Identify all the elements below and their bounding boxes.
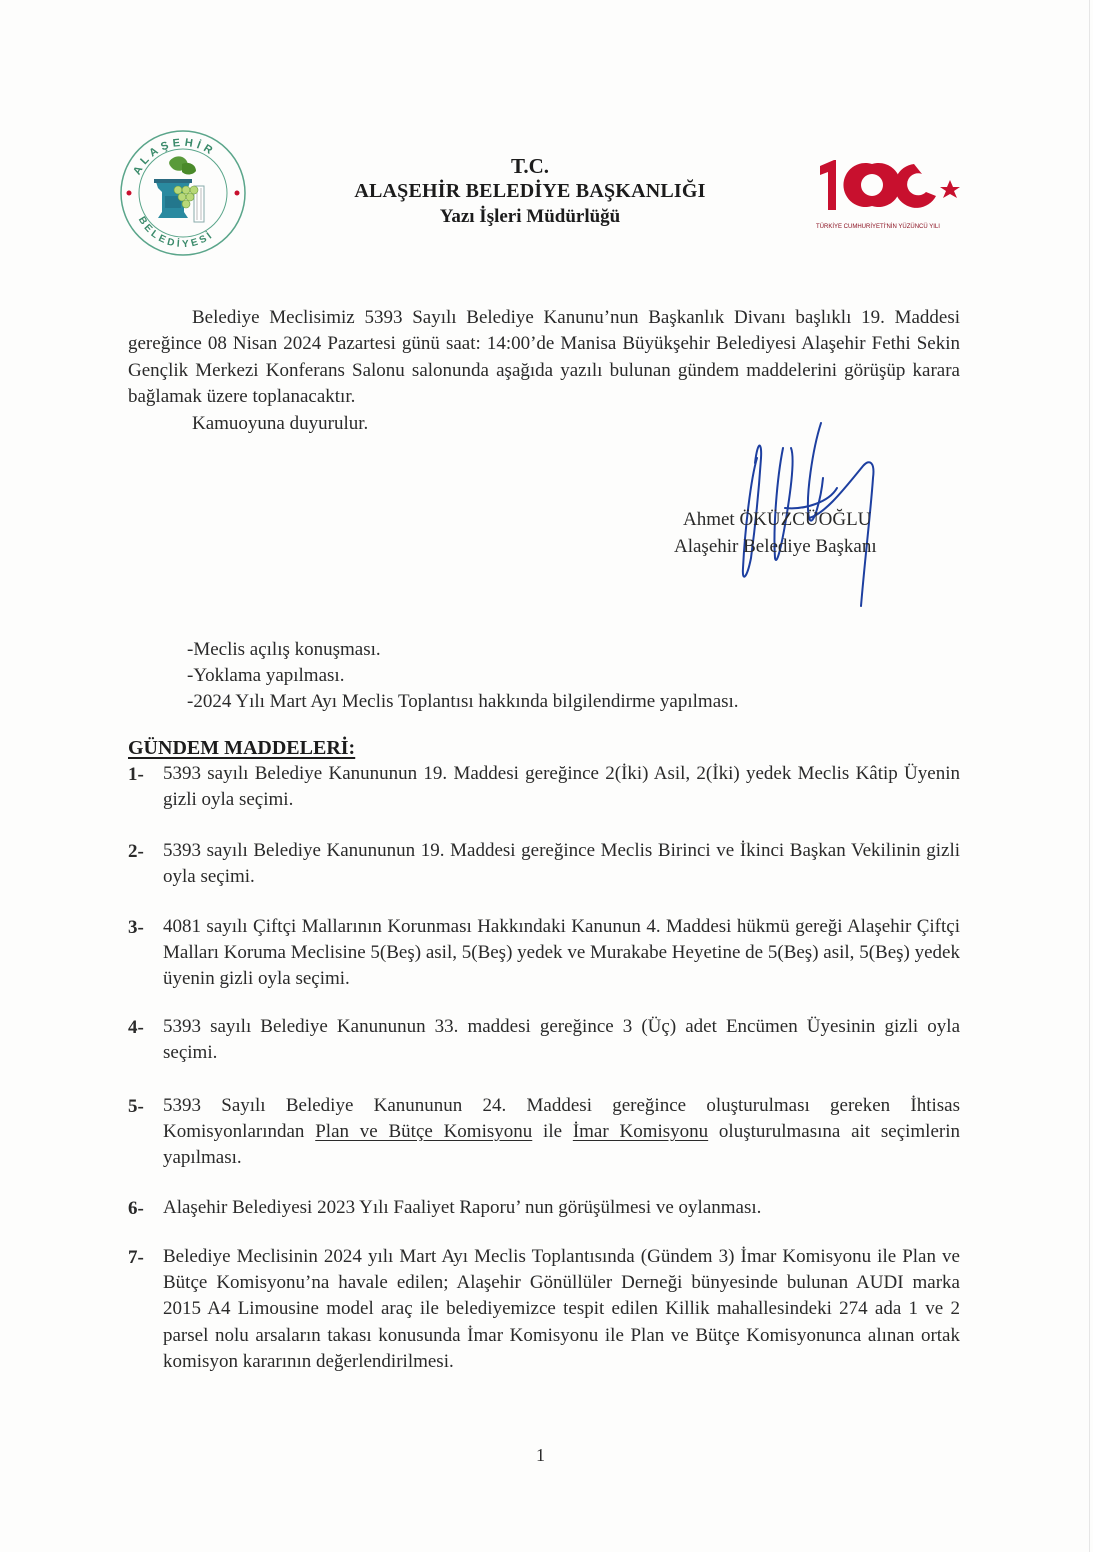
- agenda-item-text: [163, 1093, 960, 1172]
- agenda-item-6: [128, 1195, 960, 1221]
- header-department: Yazı İşleri Müdürlüğü: [439, 206, 621, 227]
- agenda-item-text: 5393 sayılı Belediye Kanununun 19. Maddesi gereğince 2(İki) Asil, 2(İki) yedek Meclis Kâtip Üyenin gizli oyla seçimi.: [163, 763, 960, 811]
- agenda-item-number: 7-: [128, 1247, 144, 1268]
- agenda-item-1: [128, 761, 960, 813]
- agenda-item-text: 5393 sayılı Belediye Kanununun 33. maddesi gereğince 3 (Üç) adet Encümen Üyesinin gizli oyla seçimi.: [163, 1016, 960, 1064]
- agenda-item-text: Belediye Meclisinin 2024 yılı Mart Ayı Meclis Toplantısında (Gündem 3) İmar Komisyonu ile Plan ve Bütçe Komisyonu’na havale edilen; Alaşehir Gönüllüler Derneği bünyesinde bulunan AUDI marka 2015 A4 Limousine model araç ile belediyemizce tespit edilen Killik mahallesindeki 274 ada 1 ve 2 parsel nolu arsaların takası konusunda İmar Komisyonu ile Plan ve Bütçe Komisyonunca alınan ortak komisyon kararının değerlendirilmesi.: [163, 1246, 960, 1372]
- agenda-item-text-part: 5393 Sayılı Belediye Kanununun 24. Maddesi gereğince oluşturulması gereken İhtisas Komisyonlarından: [163, 1095, 960, 1143]
- svg-text:BELEDİYESİ: BELEDİYESİ: [135, 214, 217, 251]
- agenda-item-5: [128, 1093, 960, 1172]
- agenda-item-7: [128, 1244, 960, 1375]
- svg-text:ALAŞEHİR: ALAŞEHİR: [131, 136, 218, 178]
- signatory-name: Ahmet ÖKÜZCÜOĞLU: [683, 509, 872, 530]
- agenda-item-text: 4081 sayılı Çiftçi Mallarının Korunması Hakkındaki Kanunun 4. Maddesi hükmü gereği Alaşehir Çiftçi Malları Koruma Meclisine 5(Beş) asil, 5(Beş) yedek ve Murakabe Heyetine de 5(Beş) asil, 5(Beş) yedek üyenin gizli oyla seçimi.: [163, 916, 960, 990]
- intro-paragraph: Belediye Meclisimiz 5393 Sayılı Belediye Kanunu’nun Başkanlık Divanı başlıklı 19. Maddesi gereğince 08 Nisan 2024 Pazartesi günü saat: 14:00’de Manisa Büyükşehir Belediyesi Alaşehir Fethi Sekin Gençlik Merkezi Konferans Salonu salonunda aşağıda yazılı bulunan gündem maddelerini görüşüp karara bağlamak üzere toplanacaktır.: [128, 307, 960, 408]
- agenda-item-text-part: ile: [532, 1121, 573, 1143]
- agenda-item-text: Alaşehir Belediyesi 2023 Yılı Faaliyet Raporu’ nun görüşülmesi ve oylanması.: [163, 1197, 762, 1218]
- agenda-item-3: [128, 914, 960, 993]
- alasehir-municipality-logo: [118, 128, 248, 258]
- agenda-item-number: 3-: [128, 917, 144, 938]
- agenda-item-number: 4-: [128, 1017, 144, 1038]
- svg-text:TÜRKİYE CUMHURİYETİ'NİN YÜZÜNC: TÜRKİYE CUMHURİYETİ'NİN YÜZÜNCÜ YILI: [816, 224, 940, 230]
- announcement-note: Kamuoyuna duyurulur.: [192, 412, 369, 434]
- page-number: 1: [536, 1445, 545, 1465]
- opening-item: -Yoklama yapılması.: [187, 665, 345, 686]
- agenda-item-number: 2-: [128, 841, 144, 862]
- header-line-tc: T.C.: [510, 154, 550, 178]
- agenda-item-2: [128, 838, 960, 890]
- plan-budget-committee-text: Plan ve Bütçe Komisyonu: [315, 1121, 533, 1143]
- opening-item: -Meclis açılış konuşması.: [187, 639, 381, 660]
- agenda-item-text: 5393 sayılı Belediye Kanununun 19. Maddesi gereğince Meclis Birinci ve İkinci Başkan Vekilinin gizli oyla seçimi.: [163, 840, 960, 888]
- signatory-title: Alaşehir Belediye Başkanı: [674, 536, 877, 557]
- agenda-item-text-part: oluşturulmasına ait seçimlerin yapılması.: [163, 1121, 960, 1169]
- zoning-committee-text: İmar Komisyonu: [572, 1121, 709, 1143]
- agenda-item-number: 1-: [128, 764, 144, 785]
- agenda-title: GÜNDEM MADDELERİ:: [128, 737, 356, 759]
- agenda-item-number: 5-: [128, 1096, 144, 1117]
- page-edge: [1089, 0, 1090, 1552]
- agenda-item-4: [128, 1014, 960, 1066]
- opening-item: -2024 Yılı Mart Ayı Meclis Toplantısı hakkında bilgilendirme yapılması.: [187, 691, 739, 712]
- agenda-item-number: 6-: [128, 1198, 144, 1219]
- header-institution: ALAŞEHİR BELEDİYE BAŞKANLIĞI: [354, 180, 706, 202]
- republic-100-year-logo: [812, 152, 968, 232]
- opening-items: [187, 637, 739, 715]
